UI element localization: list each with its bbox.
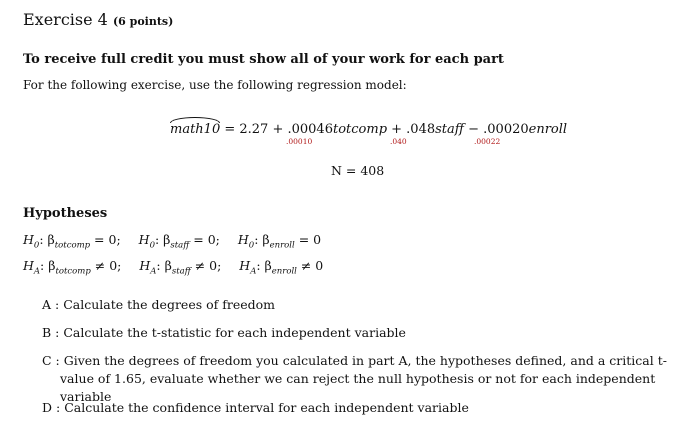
question-text: Calculate the confidence interval for each independent variable	[64, 400, 469, 415]
question-a: A : Calculate the degrees of freedom	[42, 297, 276, 312]
equation-variable: enroll	[528, 122, 568, 137]
relation: ≠ 0;	[190, 258, 222, 273]
sample-size: N = 408	[331, 163, 385, 178]
beta-symbol: : β	[256, 258, 272, 273]
beta-subscript: enroll	[269, 240, 295, 251]
std-error-enroll: .00022	[474, 137, 501, 146]
equation-variable: totcomp	[332, 122, 388, 137]
equation-term: = 2.27 + .00046	[224, 122, 333, 137]
question-text: Calculate the degrees of freedom	[63, 297, 276, 312]
h-symbol: H	[237, 232, 249, 247]
std-error-staff: .040	[390, 137, 407, 146]
relation: ≠ 0;	[90, 258, 122, 273]
question-label: C	[42, 353, 52, 368]
question-label: B	[42, 325, 52, 340]
exercise-points: (6 points)	[112, 15, 174, 28]
relation: = 0;	[189, 232, 220, 247]
beta-subscript: enroll	[271, 266, 297, 277]
h-subscript: A	[150, 266, 157, 277]
question-c: C : Given the degrees of freedom you calculated in part A, the hypotheses defined, and a critical t-value of 1.65, evaluate whether we can reject the null hypothesis or not for each independent variable	[42, 353, 667, 404]
null-hypothesis	[237, 232, 322, 251]
exercise-title	[23, 10, 173, 29]
beta-subscript: totcomp	[54, 240, 91, 251]
h-subscript: A	[250, 266, 257, 277]
relation: ≠ 0	[296, 258, 324, 273]
equation-term: − .00020	[463, 122, 529, 137]
question-text: Calculate the t-statistic for each independent variable	[63, 325, 406, 340]
question-text: Given the degrees of freedom you calculated in part A, the hypotheses defined, and a critical t-value of 1.65, evaluate whether we can reject the null hypothesis or not for each independent variable	[60, 353, 667, 404]
h-subscript: 0	[149, 240, 155, 251]
question-d: D : Calculate the confidence interval for each independent variable	[42, 400, 469, 415]
regression-equation	[170, 122, 567, 137]
h-subscript: A	[33, 266, 41, 277]
hypotheses-heading: Hypotheses	[23, 206, 108, 221]
null-hypothesis	[23, 232, 121, 251]
alt-hypothesis	[239, 258, 324, 277]
h-symbol: H	[23, 258, 34, 273]
beta-symbol: : β	[156, 258, 172, 273]
null-hypothesis	[138, 232, 220, 251]
dependent-variable: math10	[170, 122, 221, 137]
alt-hypotheses-row	[23, 258, 323, 277]
beta-symbol: : β	[154, 232, 171, 247]
h-symbol: H	[239, 258, 251, 273]
intro-text: For the following exercise, use the following regression model:	[23, 78, 407, 92]
equation-variable: staff	[435, 122, 464, 137]
beta-subscript: totcomp	[55, 266, 91, 277]
beta-subscript: staff	[170, 240, 190, 251]
relation: = 0;	[90, 232, 121, 247]
std-error-totcomp: .00010	[286, 137, 313, 146]
null-hypotheses-row	[23, 232, 321, 251]
h-subscript: 0	[33, 240, 40, 251]
relation: = 0	[294, 232, 322, 247]
h-symbol: H	[139, 258, 151, 273]
exercise-title-text: Exercise 4	[23, 10, 108, 29]
h-symbol: H	[138, 232, 150, 247]
beta-symbol: : β	[39, 232, 55, 247]
instruction-text: To receive full credit you must show all of your work for each part	[23, 52, 504, 67]
question-b: B : Calculate the t-statistic for each independent variable	[42, 325, 406, 340]
question-label: D	[42, 400, 53, 415]
equation-term: + .048	[387, 122, 436, 137]
alt-hypothesis	[139, 258, 222, 277]
alt-hypothesis	[23, 258, 122, 277]
beta-symbol: : β	[254, 232, 270, 247]
beta-symbol: : β	[40, 258, 56, 273]
h-symbol: H	[23, 232, 34, 247]
question-label: A	[42, 297, 52, 312]
h-subscript: 0	[248, 240, 255, 251]
beta-subscript: staff	[171, 266, 191, 277]
